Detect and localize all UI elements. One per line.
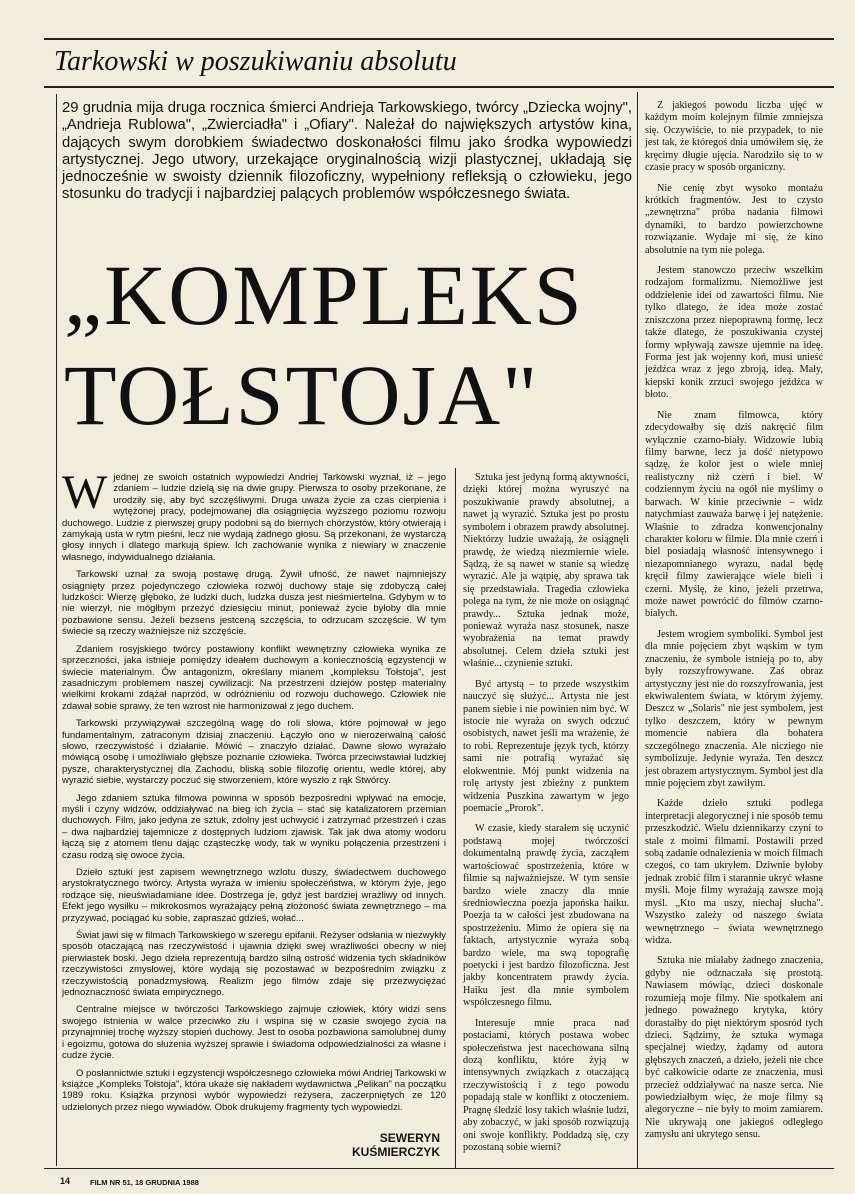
paragraph: Centralne miejsce w twórczości Tarkowskiego zajmuje człowiek, który widzi sens swojego istnienia w walce przeciwko złu i wspina się w czasie swojego życia na przynajmniej trochę wyższy stopień duchowy. Jest to osoba pozbawiona samolubnej dumy i egoizmu, gotowa do służenia wyższej sprawie i świadoma odpowiedzialności za własne i cudze życie. bbox=[62, 1004, 446, 1062]
headline-line-1: „KOMPLEKS bbox=[64, 247, 584, 343]
paragraph: Nie znam filmowca, który zdecydowałby się dziś nakręcić film wyłącznie czarno-biały. Widzowie lubią filmy barwne, lecz ja dość nietypowo sądzę, że kolor jest o wiele mniej realistyczny niż czerń i biel. W codziennym życiu na ogół nie myślimy o barwach. W kinie przeciwnie – widz natychmiast zauważa barwę i jej natężenie. Właśnie to zdradza konwencjonalny charakter koloru w filmie. Dla mnie czerń i biel posiadają własność intensywnego i niezapomnianego wyrazu, nadal będę kręcił filmy zawierające wiele bieli i czerni. Myślę, że kino, jeżeli przetrwa, może nawet powrócić do filmów czarno-białych. bbox=[645, 409, 823, 620]
issue-info: FILM NR 51, 18 GRUDNIA 1988 bbox=[90, 1178, 199, 1187]
paragraph: Dzieło sztuki jest zapisem wewnętrznego wzlotu duszy, świadectwem duchowego arystokratycznego twórcy. Artysta wyraża w imieniu społeczeństwa, w którym żyje, jego rodzące się, nieuświadamiane idee. Dostrzega je, gdyż jest bardziej wrażliwy od innych. Efekt jego wysiłku – mikrokosmos wyrażający pełną złożoność świata zewnętrznego – ma przyzywać, pociągać ku sobie, zapraszać gdzieś, wołać... bbox=[62, 867, 446, 924]
paragraph: Jego zdaniem sztuka filmowa powinna w sposób bezpośredni wpływać na emocje, myśli i czyny widzów, oddziaływać na bieg ich życia – stać się katalizatorem przemian duchowych. Film, jako jedyna ze sztuk, zdolny jest uchwycić i zatrzymać przestrzeń i czas – dwa najbardziej tajemnicze z dostępnych ludziom zjawisk. Tak jak dwa atomy wodoru łączą się z atomem tlenu dając cząsteczkę wody, tak w wyniku połączenia przestrzeni i czasu rodzą się owoce życia. bbox=[62, 792, 446, 861]
paragraph: O posłannictwie sztuki i egzystencji współczesnego człowieka mówi Andriej Tarkowski w książce „Kompleks Tołstoja", która ukaże się nakładem wydawnictwa „Pelikan" na początku 1989 roku. Książka przynosi wybór wypowiedzi reżysera, zaczerpniętych ze 120 udzielonych przez niego wywiadów. Obok drukujemy fragmenty tych wypowiedzi. bbox=[62, 1067, 446, 1113]
section-header-title: Tarkowski w poszukiwaniu absolutu bbox=[54, 46, 457, 77]
paragraph: Tarkowski uznał za swoją postawę drugą. Żywił ufność, że nawet najmniejszy osiągnięty przez pojedynczego człowieka rozwój duchowy staje się zdobyczą całej ludzkości: Wierzę głęboko, że ludzki duch, ludzka dusza jest nieśmiertelna. Gdybym w to nie wierzył, nie mógłbym przeżyć dziesięciu minut, ponieważ życie byłoby dla mnie pozbawione sensu. Jeżeli bezsens jestceną szczęścia, to odrzucam szczęście. W tym świecie są rzeczy ważniejsze niż szczęście. bbox=[62, 569, 446, 638]
paragraph: Nie cenię zbyt wysoko montażu krótkich fragmentów. Jest to czysto „zewnętrzna" próba nadania filmowi dynamiki, to bardzo powierzchowne rozwiązanie. Wydaje mi się, że kino absolutnie na tym nie polega. bbox=[645, 182, 823, 256]
paragraph: W czasie, kiedy starałem się uczynić podstawą mojej twórczości dokumentalną prawdę życia, zacząłem wartościować spostrzeżenia, które w filmie są najważniejsze. W tym sensie bardzo wiele znaczy dla mnie średniowieczna poezja japońska haiku. Poezja ta w całości jest zbudowana na spostrzeżeniu. Mimo że opiera się na faktach, artystycznie wyraża sobą bardzo wiele, ma swą topografię poetycki i jest bardzo filozoficzna. Jest jakby koncentratem prawdy życia. Haiku jest dla mnie symbolem współczesnego filmu. bbox=[463, 823, 629, 1009]
page-rule-left bbox=[56, 94, 57, 1166]
dropcap: W bbox=[62, 466, 108, 519]
paragraph: Być artystą – to przede wszystkim nauczyć się służyć... Artysta nie jest panem siebie i nie powinien nim być. W istocie nie wyraża on swych odczuć osobistych, nawet jeśli ma wrażenie, że to robi. Reprezentuje język tych, którzy sami nie potrafią wyrażać się elokwentnie. Mój punkt widzenia na rolę artysty jest zbieżny z punktem widzenia Puszkina zawartym w jego poemacie „Prorok". bbox=[463, 678, 629, 814]
header-rule-bottom bbox=[44, 86, 834, 88]
paragraph: Jestem wrogiem symboliki. Symbol jest dla mnie pojęciem zbyt wąskim w tym znaczeniu, że symbole istnieją po to, aby były rozszyfrowywane. Zaś obraz artystyczny jest nie do rozszyfrowania, jest ekwiwalentem świata, w którym żyjemy. Deszcz w „Solaris" nie jest symbolem, jest tylko deszczem, który w pewnym momencie nabiera dla bohatera szczególnego znaczenia. Ale nicziego nie symbolizuje. Jedynie wyraża. Ten deszcz jest obrazem artystycznym. Symbol jest dla mnie pojęciem zbyt zawiłym. bbox=[645, 628, 823, 789]
lead-paragraph: 29 grudnia mija druga rocznica śmierci Andrieja Tarkowskiego, twórcy „Dziecka wojny", „Andrieja Rublowa", „Zwierciadła" i „Ofiary". Należał do największych artystów kina, dających swym dorobkiem świadectwo doskonałości filmu jako środka wypowiedzi artystycznej. Jego utwory, urzekające oryginalnością wizji plastycznej, układają się jednocześnie w swoisty dziennik filozoficzny, wypełniony refleksją o człowieku, jego stosunku do tradycji i najbardziej palących problemów współczesnego świata. bbox=[62, 100, 632, 203]
page-number: 14 bbox=[60, 1176, 71, 1186]
middle-column bbox=[463, 472, 629, 1162]
headline-line-2: TOŁSTOJA" bbox=[64, 347, 540, 443]
paragraph: Sztuka nie miałaby żadnego znaczenia, gdyby nie odznaczała się prostotą. Nawiasem mówiąc, dzieci doskonale rozumieją moje filmy. Nie spotkałem ani jednego poważnego krytyka, który dorastałby do pięt niektórym sposród tych dzieci. Sądzimy, że sztuka wymaga specjalnej wiedzy, żądamy od autora głębszych znaczeń, a dzieło, jeżeli nie chce być całkowicie odarte ze znaczenia, musi przecież oddziaływać na nasze serca. Nie powiedziałbym więc, że moje filmy są alegoryczne – nie były to moim zamiarem. Nie ukrywają one jakiegoś odległego zamysłu ani ukrytego sensu. bbox=[645, 955, 823, 1141]
paragraph: Każde dzieło sztuki podlega interpretacji alegorycznej i nie sposób temu przeszkodzić. Wielu dziennikarzy czyni to stale z moimi filmami. Postawili przed sobą zadanie odnalezienia w moich filmach czegoś, co tam ukryłem. Dziwnie byłoby jednak zrobić film i starannie ukryć własne myśli. Moje filmy wyrażają zawsze moją myśl. „Kto ma uszy, niechaj słucha". Wszystko zależy od naszego świata wewnętrznego – świata wewnętrznego widza. bbox=[645, 798, 823, 946]
paragraph: Zdaniem rosyjskiego twórcy postawiony konflikt wewnętrzny człowieka wynika ze sprzeczności, jaka istnieje pomiędzy ideałem duchowym a koniecznością egzystencji w świecie materialnym. Ów antagonizm, określany mianem „kompleksu Tołstoja", jest zasadniczym problemem naszej cywilizacji: Na przestrzeni dziejów postęp materialny wielkimi krokami zdążał naprzód, w odróżnieniu od rozwoju duchowego. Człowiek nie zdawał sobie sprawy, że ten wzrost nie harmonizował z jego duchem. bbox=[62, 643, 446, 712]
author-byline: SEWERYN KUŚMIERCZYK bbox=[351, 1131, 440, 1159]
paragraph: Interesuje mnie praca nad postaciami, których postawa wobec społeczeństwa jest nacechowana silną dozą konfliktu, które żyją w intensywnych związkach z otaczającą rzeczywistością i z tego powodu popadają stale w konflikt z otoczeniem. Pragnę śledzić losy takich właśnie ludzi, aby zobaczyć, w jaki sposób rozwiązują oni swoje konflikty. Poddadzą się, czy pozostaną sobie wierni? bbox=[463, 1017, 629, 1153]
left-column bbox=[62, 466, 446, 1119]
paragraph: Świat jawi się w filmach Tarkowskiego w szeregu epifanii. Reżyser odsłania w niezwykły sposób otaczającą nas rzeczywistość i ujawnia dzięki swej wrażliwości obecny w niej pierwiastek boski. Jego dzieła reprezentują bardzo silną ostrość widzenia tych składników rzeczywistości zmysłowej, które wydają się pozostawać w bezpośrednim związku z rzeczywistością ponadzmysłową. Realizm jego filmów zdaje się przezwyciężać jednoznaczność świata empirycznego. bbox=[62, 930, 446, 999]
paragraph: Sztuka jest jedyną formą aktywności, dzięki której można wyruszyć na poszukiwanie prawdy absolutnej, a nawet ją wyrazić. Sztuka jest po prostu symbolem i obrazem prawdy absolutnej. Niektórzy ludzie uważają, że osiągnęli prawdę, że wiedzą niezmiernie wiele. Sądzą, że są nawet w stanie są wiedzę wyrazić. Ale ja wątpię, aby sprawa tak się przedstawiała. Tragedia człowieka polega na tym, że nie może on osiągnąć prawdy... Sztuka jednak może, ponieważ wyraża nasz stosunek, nasze wyobrażenia na temat prawdy absolutnej. Celem dzieła sztuki jest właśnie... czynienie sztuki. bbox=[463, 472, 629, 670]
paragraph: Tarkowski przywiązywał szczególną wagę do roli słowa, które pojmował w jego fundamentalnym, zatraconym dzisiaj znaczeniu. Łączyło ono w nierozerwalną całość słowo, rzeczywistość i działanie. Mówić – znaczyło działać. Dawne słowo wyrażało mówiącą osobę i umożliwiało głębsze poznanie człowieka. Twórca przeciwstawiał ludzkiej pysze, charakterystycznej dla Zachodu, bliską sobie filozofię orientu, wedle której, aby wyrazić siebie, wystarczy poczuć się stworzeniem, które wyszło z rąk Stwórcy. bbox=[62, 718, 446, 787]
column-rule-middle bbox=[455, 468, 456, 1168]
header-rule-top bbox=[44, 38, 834, 40]
paragraph: Jestem stanowczo przeciw wszelkim rodzajom formalizmu. Niemożliwe jest oddzielenie idei od zawartości filmu. Nie tylko dlatego, że idea może zostać zniszczona przez niepoprawną formę, lecz także dlatego, że poszukiwania czystej formy wpływają zawsze ujemnie na ideę. Forma jest jak wojenny koń, musi unieść jeźdźca wraz z jego zbroją, ideą. Mały, kiepski konik zrzuci swojego jeźdźca w błoto. bbox=[645, 265, 823, 401]
right-column bbox=[645, 100, 823, 1150]
paragraph: Wjednej ze swoich ostatnich wypowiedzi Andriej Tarkowski wyznał, iż – jego zdaniem – ludzie dzielą się na dwie grupy. Pierwsza to osoby przekonane, że urodziły się, aby być szczęśliwymi. Druga uważa życie za czas cierpienia i wytężonej pracy, podejmowanej dla osiągnięcia wyższego poziomu rozwoju duchowego. Ludzie z pierwszej grupy podobni są do biernych chórzystów, który otwierają i zamykają usta w rytm pieśni, lecz nie wydają żadnego głosu. Są przekonani, że wystarczą głosy innych i dlatego markują śpiew. Ich zachowanie wynika z niewiary w znaczenie własnego, indywidualnego działania. bbox=[62, 466, 446, 563]
paragraph: Z jakiegoś powodu liczba ujęć w każdym moim kolejnym filmie zmniejsza się. Oczywiście, to nie przypadek, to nie jest tak, że któregoś dnia umówiłem się, że kręcimy długie ujęcia. Narodziło się to w czasie pracy w sposób organiczny. bbox=[645, 100, 823, 174]
footer-rule bbox=[44, 1168, 834, 1169]
